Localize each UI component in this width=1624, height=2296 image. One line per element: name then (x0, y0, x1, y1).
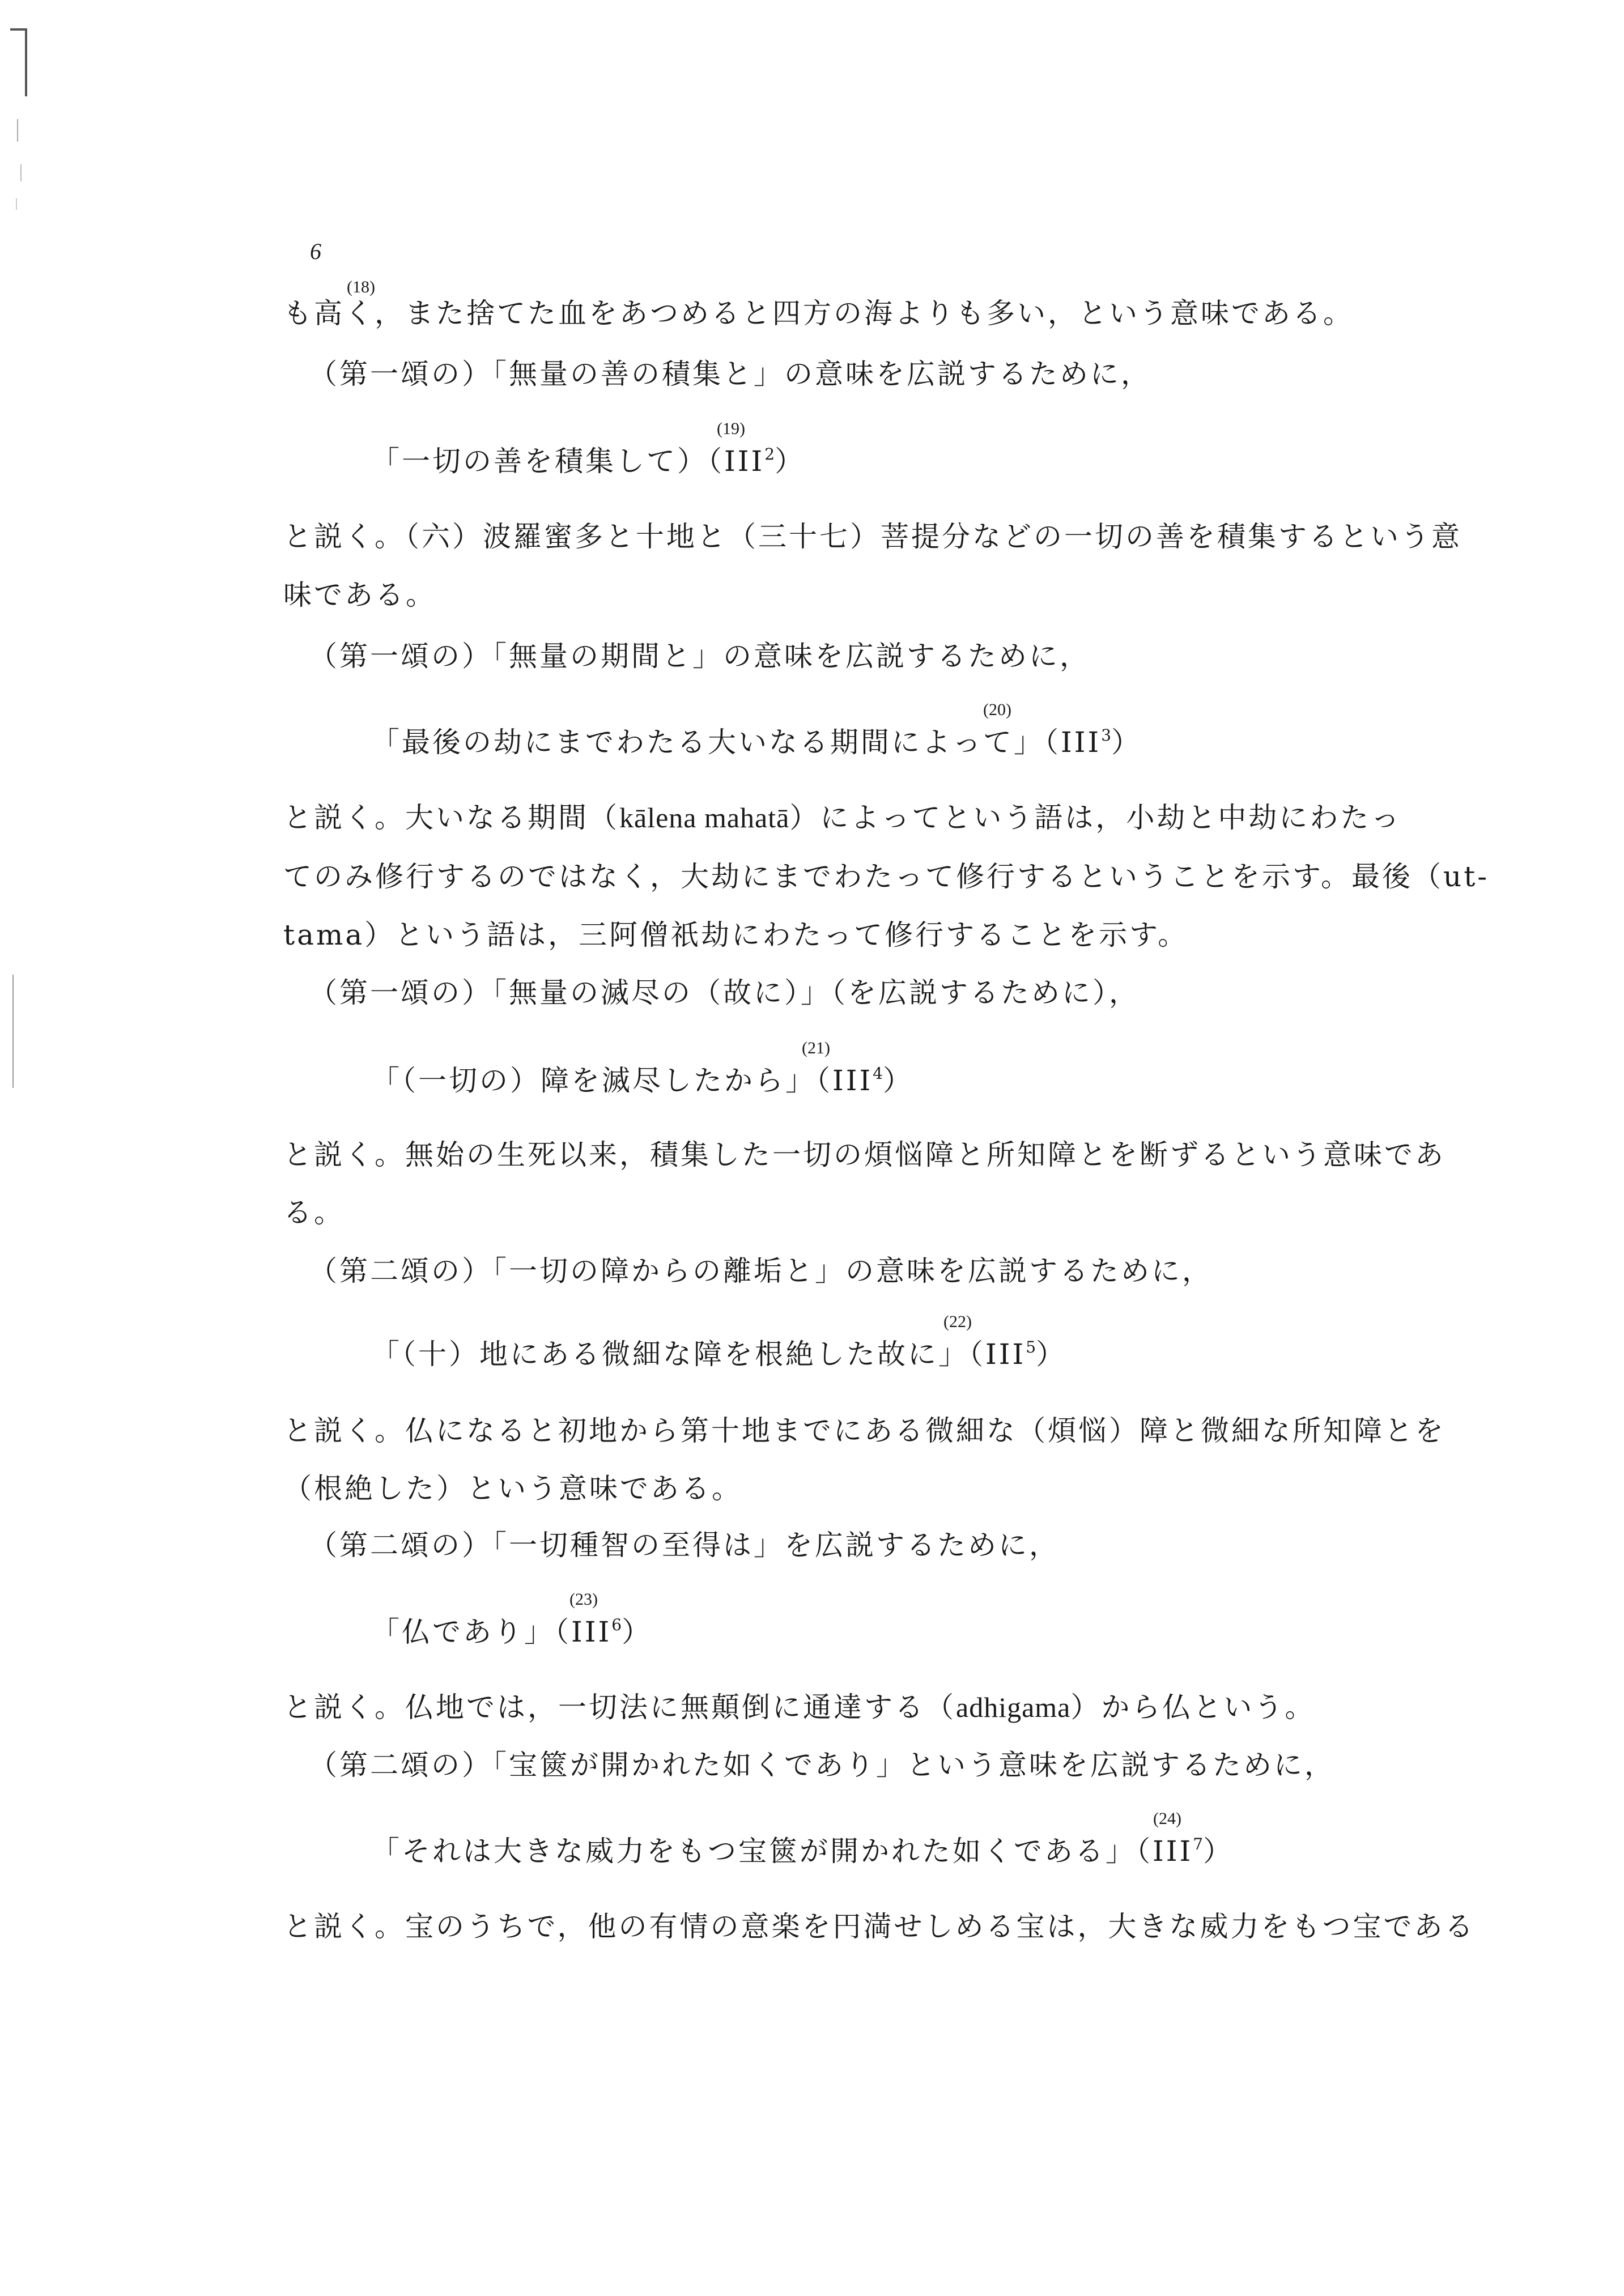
verse-quote-close: ） (622, 1615, 653, 1648)
body-line-15: （第二頌の）「一切の障からの離垢と」の意味を広説するために， (309, 1255, 1213, 1287)
body-text: ）から仏という。 (1070, 1691, 1316, 1724)
footnote-ref-21: (21) (802, 1039, 830, 1057)
body-line-22: （第二頌の）「宝篋が開かれた如くであり」という意味を広説するために， (309, 1749, 1335, 1781)
verse-quote-close: ） (775, 445, 806, 478)
body-line-14: る。 (283, 1196, 345, 1229)
verse-quote-text: 「（一切の）障を滅尽したから」（III (371, 1064, 873, 1097)
verse-quote-text: 「（十）地にある微細な障を根絶した故に」（III (371, 1338, 1026, 1371)
body-line-4: と説く。（六）波羅蜜多と十地と（三十七）菩提分などの一切の善を積集するという意 (283, 520, 1462, 553)
verse-number-sup: 3 (1101, 726, 1112, 745)
body-text: ）によってという語は，小劫と中劫にわたっ (789, 801, 1402, 834)
footnote-ref-23: (23) (569, 1590, 598, 1609)
footnote-ref-18: (18) (347, 278, 375, 296)
verse-quote-close: ） (1203, 1835, 1234, 1868)
body-line-1: も高く，また捨てた血をあつめると四方の海よりも多い，という意味である。 (283, 297, 1354, 330)
body-line-21 (283, 1690, 1315, 1724)
body-line-5: 味である。 (283, 579, 436, 611)
body-line-2: （第一頌の）「無量の善の積集と」の意味を広説するために， (309, 358, 1151, 390)
verse-number-sup: 6 (611, 1615, 622, 1634)
sanskrit-term: adhigama (956, 1691, 1071, 1723)
body-line-11: （第一頌の）「無量の滅尽の（故に）」（を広説するために）， (309, 976, 1140, 1009)
verse-number-sup: 5 (1026, 1338, 1036, 1357)
body-line-9: てのみ修行するのではなく，大劫にまでわたって修行するということを示す。最後（ut- (283, 860, 1490, 893)
body-line-6: （第一頌の）「無量の期間と」の意味を広説するために， (309, 640, 1090, 673)
verse-quote-text: 「一切の善を積集して）（III (371, 445, 765, 478)
verse-quote-III3 (371, 718, 1142, 759)
verse-quote-III7 (371, 1827, 1234, 1868)
verse-quote-close: ） (1036, 1338, 1067, 1371)
verse-quote-close: ） (1111, 726, 1142, 759)
scan-margin-line (12, 975, 14, 1088)
verse-quote-close: ） (883, 1064, 914, 1097)
verse-quote-III4 (371, 1057, 913, 1098)
footnote-ref-24: (24) (1153, 1809, 1181, 1828)
verse-number-sup: 7 (1193, 1835, 1204, 1853)
sanskrit-term: kālena mahatā (619, 802, 790, 834)
body-line-17: と説く。仏になると初地から第十地までにある微細な（煩悩）障と微細な所知障とを (283, 1414, 1446, 1447)
body-line-18: （根絶した）という意味である。 (283, 1472, 742, 1505)
body-line-10: tama）という語は，三阿僧祇劫にわたって修行することを示す。 (283, 919, 1189, 951)
footnote-ref-20: (20) (983, 700, 1011, 719)
body-line-8 (283, 801, 1401, 835)
body-text: と説く。仏地では，一切法に無顛倒に通達する（ (283, 1691, 956, 1724)
page-number: 6 (310, 239, 321, 264)
verse-quote-III6 (371, 1608, 652, 1649)
verse-number-sup: 2 (764, 445, 775, 464)
verse-number-sup: 4 (873, 1064, 883, 1083)
body-line-19: （第二頌の）「一切種智の至得は」を広説するために， (309, 1529, 1060, 1562)
body-line-24: と説く。宝のうちで，他の有情の意楽を円満せしめる宝は，大きな威力をもつ宝である (283, 1910, 1476, 1943)
body-line-13: と説く。無始の生死以来，積集した一切の煩悩障と所知障とを断ずるという意味であ (283, 1138, 1446, 1171)
verse-quote-III5 (371, 1330, 1066, 1371)
scan-artifact-marks (10, 17, 33, 232)
footnote-ref-22: (22) (943, 1312, 972, 1331)
verse-quote-text: 「最後の劫にまでわたる大いなる期間によって」（III (371, 726, 1102, 759)
verse-quote-text: 「それは大きな威力をもつ宝篋が開かれた如くである」（III (371, 1835, 1193, 1868)
verse-quote-text: 「仏であり」（III (371, 1615, 612, 1648)
verse-quote-III2 (371, 437, 805, 478)
footnote-ref-19: (19) (717, 419, 745, 438)
body-text: と説く。大いなる期間（ (283, 801, 619, 834)
